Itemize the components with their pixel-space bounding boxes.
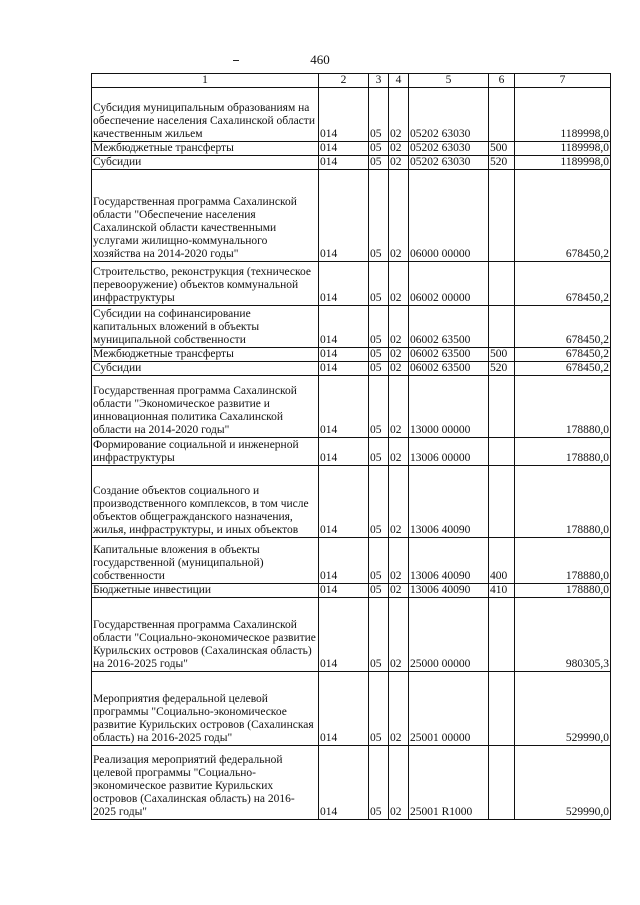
row-code-section: 05 bbox=[369, 746, 389, 820]
row-code-expense-type: 400 bbox=[489, 538, 515, 584]
row-code-ministry: 014 bbox=[319, 170, 369, 262]
row-code-section: 05 bbox=[369, 538, 389, 584]
row-code-expense-type bbox=[489, 672, 515, 746]
row-code-target: 05202 63030 bbox=[409, 156, 489, 170]
table-row bbox=[92, 142, 611, 156]
row-code-ministry: 014 bbox=[319, 538, 369, 584]
row-code-section: 05 bbox=[369, 376, 389, 438]
row-code-expense-type bbox=[489, 598, 515, 672]
table-row bbox=[92, 348, 611, 362]
budget-table bbox=[91, 73, 611, 820]
row-amount: 980305,3 bbox=[515, 598, 611, 672]
row-code-expense-type bbox=[489, 88, 515, 142]
row-name: Государственная программа Сахалинской области "Экономическое развитие и инновационная политика Сахалинской области на 2014-2020 годы" bbox=[92, 376, 319, 438]
row-code-target: 06002 63500 bbox=[409, 362, 489, 376]
row-amount: 178880,0 bbox=[515, 376, 611, 438]
row-amount: 1189998,0 bbox=[515, 156, 611, 170]
row-code-ministry: 014 bbox=[319, 262, 369, 306]
row-amount: 529990,0 bbox=[515, 746, 611, 820]
row-name: Государственная программа Сахалинской области "Социально-экономическое развитие Курильских островов (Сахалинская область) на 2016-2025 годы" bbox=[92, 598, 319, 672]
row-code-target: 13006 00000 bbox=[409, 438, 489, 466]
row-amount: 529990,0 bbox=[515, 672, 611, 746]
table-row bbox=[92, 438, 611, 466]
row-code-expense-type: 520 bbox=[489, 156, 515, 170]
row-code-expense-type bbox=[489, 262, 515, 306]
row-code-target: 05202 63030 bbox=[409, 88, 489, 142]
row-code-expense-type bbox=[489, 376, 515, 438]
row-amount: 678450,2 bbox=[515, 262, 611, 306]
row-code-section: 05 bbox=[369, 598, 389, 672]
row-code-ministry: 014 bbox=[319, 376, 369, 438]
row-name: Межбюджетные трансферты bbox=[92, 348, 319, 362]
row-code-subsection: 02 bbox=[389, 88, 409, 142]
table-row bbox=[92, 88, 611, 142]
row-code-target: 13006 40090 bbox=[409, 538, 489, 584]
row-code-target: 06002 63500 bbox=[409, 348, 489, 362]
row-code-subsection: 02 bbox=[389, 584, 409, 598]
row-name: Формирование социальной и инженерной инфраструктуры bbox=[92, 438, 319, 466]
row-code-subsection: 02 bbox=[389, 170, 409, 262]
table-row bbox=[92, 598, 611, 672]
table-body bbox=[92, 88, 611, 820]
row-code-ministry: 014 bbox=[319, 598, 369, 672]
row-name: Мероприятия федеральной целевой программы "Социально-экономическое развитие Курильских островов (Сахалинская область) на 2016-2025 годы" bbox=[92, 672, 319, 746]
row-code-section: 05 bbox=[369, 156, 389, 170]
header-col-4: 4 bbox=[389, 74, 409, 88]
row-code-ministry: 014 bbox=[319, 142, 369, 156]
row-code-target: 06000 00000 bbox=[409, 170, 489, 262]
table-row bbox=[92, 306, 611, 348]
row-code-ministry: 014 bbox=[319, 306, 369, 348]
row-code-expense-type bbox=[489, 438, 515, 466]
row-name: Строительство, реконструкция (техническое перевооружение) объектов коммунальной инфраструктуры bbox=[92, 262, 319, 306]
row-code-target: 25000 00000 bbox=[409, 598, 489, 672]
row-code-ministry: 014 bbox=[319, 438, 369, 466]
row-code-subsection: 02 bbox=[389, 306, 409, 348]
row-amount: 678450,2 bbox=[515, 362, 611, 376]
row-code-target: 05202 63030 bbox=[409, 142, 489, 156]
table-row bbox=[92, 466, 611, 538]
row-code-section: 05 bbox=[369, 584, 389, 598]
row-code-subsection: 02 bbox=[389, 538, 409, 584]
row-code-ministry: 014 bbox=[319, 584, 369, 598]
header-col-1: 1 bbox=[92, 74, 319, 88]
row-amount: 1189998,0 bbox=[515, 142, 611, 156]
row-code-target: 06002 00000 bbox=[409, 262, 489, 306]
row-code-subsection: 02 bbox=[389, 746, 409, 820]
row-code-target: 13006 40090 bbox=[409, 466, 489, 538]
row-code-expense-type: 500 bbox=[489, 348, 515, 362]
row-code-section: 05 bbox=[369, 170, 389, 262]
row-code-expense-type: 410 bbox=[489, 584, 515, 598]
row-code-ministry: 014 bbox=[319, 466, 369, 538]
header-col-5: 5 bbox=[409, 74, 489, 88]
table-header bbox=[92, 74, 611, 88]
table-row bbox=[92, 376, 611, 438]
row-code-subsection: 02 bbox=[389, 262, 409, 306]
row-code-section: 05 bbox=[369, 362, 389, 376]
row-name: Межбюджетные трансферты bbox=[92, 142, 319, 156]
row-code-target: 06002 63500 bbox=[409, 306, 489, 348]
row-code-expense-type bbox=[489, 306, 515, 348]
header-row bbox=[92, 74, 611, 88]
row-code-section: 05 bbox=[369, 438, 389, 466]
row-code-ministry: 014 bbox=[319, 156, 369, 170]
row-code-subsection: 02 bbox=[389, 438, 409, 466]
row-code-section: 05 bbox=[369, 672, 389, 746]
row-name: Субсидии bbox=[92, 362, 319, 376]
row-code-ministry: 014 bbox=[319, 88, 369, 142]
row-amount: 178880,0 bbox=[515, 538, 611, 584]
row-code-section: 05 bbox=[369, 306, 389, 348]
row-code-expense-type bbox=[489, 466, 515, 538]
row-code-subsection: 02 bbox=[389, 376, 409, 438]
header-col-3: 3 bbox=[369, 74, 389, 88]
row-code-expense-type bbox=[489, 746, 515, 820]
table-row bbox=[92, 584, 611, 598]
row-code-ministry: 014 bbox=[319, 746, 369, 820]
table-row bbox=[92, 362, 611, 376]
header-col-7: 7 bbox=[515, 74, 611, 88]
row-code-section: 05 bbox=[369, 88, 389, 142]
table-row bbox=[92, 156, 611, 170]
row-name: Бюджетные инвестиции bbox=[92, 584, 319, 598]
row-code-subsection: 02 bbox=[389, 672, 409, 746]
row-code-section: 05 bbox=[369, 142, 389, 156]
row-code-target: 13006 40090 bbox=[409, 584, 489, 598]
row-name: Субсидия муниципальным образованиям на обеспечение населения Сахалинской области качественным жильем bbox=[92, 88, 319, 142]
table-row bbox=[92, 170, 611, 262]
row-code-section: 05 bbox=[369, 262, 389, 306]
row-amount: 178880,0 bbox=[515, 584, 611, 598]
row-amount: 1189998,0 bbox=[515, 88, 611, 142]
row-amount: 178880,0 bbox=[515, 438, 611, 466]
page-number: 460 bbox=[310, 52, 330, 67]
table-row bbox=[92, 672, 611, 746]
row-code-section: 05 bbox=[369, 466, 389, 538]
header-col-6: 6 bbox=[489, 74, 515, 88]
row-amount: 678450,2 bbox=[515, 170, 611, 262]
stray-mark bbox=[233, 60, 239, 61]
row-code-target: 25001 00000 bbox=[409, 672, 489, 746]
row-amount: 178880,0 bbox=[515, 466, 611, 538]
row-name: Создание объектов социального и производственного комплексов, в том числе объектов общегражданского назначения, жилья, инфраструктуры, и иных объектов bbox=[92, 466, 319, 538]
row-code-ministry: 014 bbox=[319, 672, 369, 746]
row-name: Субсидии bbox=[92, 156, 319, 170]
row-amount: 678450,2 bbox=[515, 306, 611, 348]
row-code-subsection: 02 bbox=[389, 156, 409, 170]
row-code-target: 13000 00000 bbox=[409, 376, 489, 438]
row-amount: 678450,2 bbox=[515, 348, 611, 362]
row-code-subsection: 02 bbox=[389, 466, 409, 538]
table-row bbox=[92, 538, 611, 584]
table-row bbox=[92, 746, 611, 820]
row-code-subsection: 02 bbox=[389, 598, 409, 672]
row-code-ministry: 014 bbox=[319, 362, 369, 376]
row-code-expense-type bbox=[489, 170, 515, 262]
row-code-section: 05 bbox=[369, 348, 389, 362]
row-name: Капитальные вложения в объекты государственной (муниципальной) собственности bbox=[92, 538, 319, 584]
row-code-subsection: 02 bbox=[389, 348, 409, 362]
row-code-subsection: 02 bbox=[389, 362, 409, 376]
row-code-ministry: 014 bbox=[319, 348, 369, 362]
row-code-target: 25001 R1000 bbox=[409, 746, 489, 820]
row-name: Субсидии на софинансирование капитальных вложений в объекты муниципальной собственности bbox=[92, 306, 319, 348]
header-col-2: 2 bbox=[319, 74, 369, 88]
row-name: Государственная программа Сахалинской области "Обеспечение населения Сахалинской области качественными услугами жилищно-коммунального хозяйства на 2014-2020 годы" bbox=[92, 170, 319, 262]
row-code-expense-type: 520 bbox=[489, 362, 515, 376]
table-row bbox=[92, 262, 611, 306]
row-code-subsection: 02 bbox=[389, 142, 409, 156]
row-name: Реализация мероприятий федеральной целевой программы "Социально-экономическое развитие Курильских островов (Сахалинская область) на 2016-2025 годы" bbox=[92, 746, 319, 820]
row-code-expense-type: 500 bbox=[489, 142, 515, 156]
